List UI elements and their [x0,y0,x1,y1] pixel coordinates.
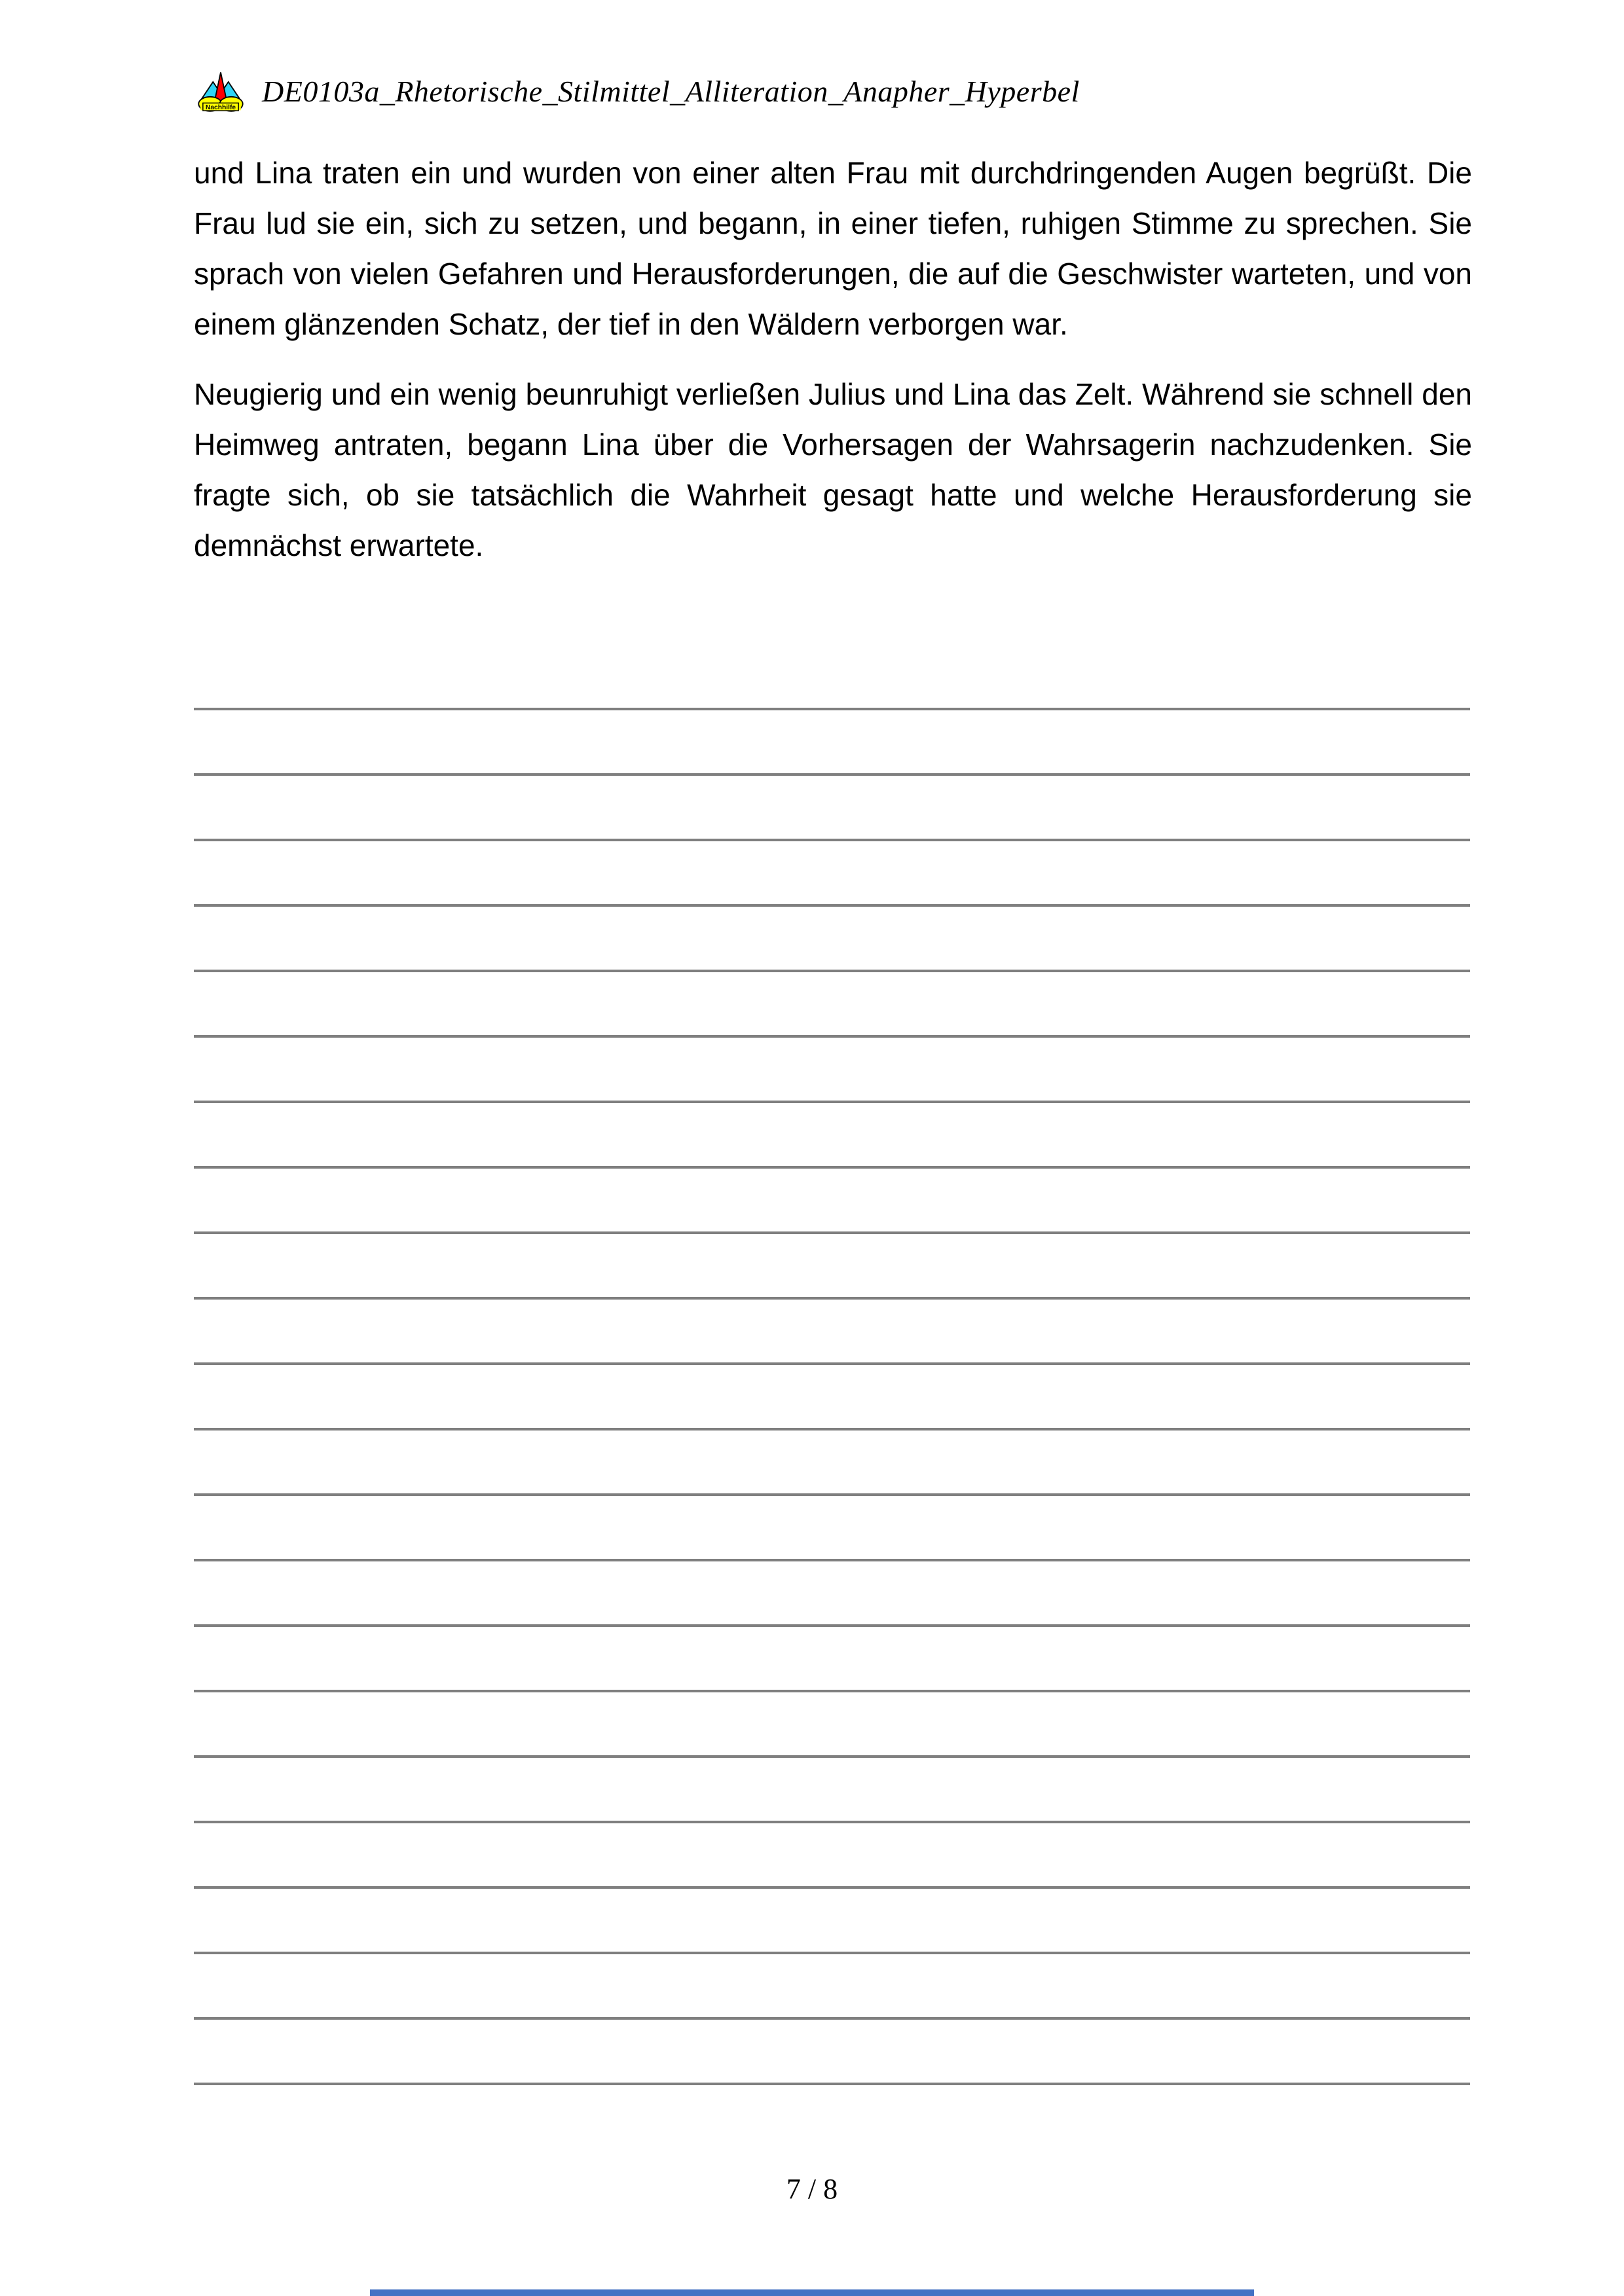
answer-line [194,1559,1470,1561]
answer-line [194,1231,1470,1234]
answer-line [194,708,1470,710]
nachhilfe-logo-icon [196,69,245,113]
answer-line [194,1297,1470,1300]
story-paragraph-1: und Lina traten ein und wurden von einer alten Frau mit durchdringenden Augen begrüßt. Die Frau lud sie ein, sich zu setzen, und begann, in einer tiefen, ruhigen Stimme zu sprechen. Sie sprach von vielen Gefahren und Herausforderungen, die auf die Geschwister warteten, und von einem glänzenden Schatz, der tief in den Wäldern verborgen war. [194,156,1472,341]
answer-line [194,1166,1470,1169]
answer-line [194,1690,1470,1692]
answer-line [194,773,1470,776]
footer-accent-bar [370,2289,1254,2296]
answer-line [194,1886,1470,1889]
story-paragraph-2: Neugierig und ein wenig beunruhigt verließen Julius und Lina das Zelt. Während sie schnell den Heimweg antraten, begann Lina über die Vorhersagen der Wahrsagerin nachzudenken. Sie fragte sich, ob sie tatsächlich die Wahrheit gesagt hatte und welche Herausforderung sie demnächst erwartete. [194,377,1472,562]
answer-line [194,839,1470,841]
answer-line [194,1362,1470,1365]
answer-line [194,2017,1470,2020]
answer-line [194,1952,1470,1954]
answer-line [194,904,1470,907]
answer-line [194,1821,1470,1823]
answer-line [194,1493,1470,1496]
answer-lines-area [194,708,1470,2148]
answer-line [194,1624,1470,1627]
answer-line [194,970,1470,972]
answer-line [194,1428,1470,1430]
logo-label: Nachhilfe [205,103,236,111]
answer-line [194,1755,1470,1758]
answer-line [194,2083,1470,2085]
page-number: 7 / 8 [786,2173,838,2205]
document-title: DE0103a_Rhetorische_Stilmittel_Alliteration_Anapher_Hyperbel [262,74,1080,108]
story-text [194,148,1472,591]
page-header [196,68,1080,114]
answer-line [194,1035,1470,1038]
answer-line [194,1101,1470,1103]
